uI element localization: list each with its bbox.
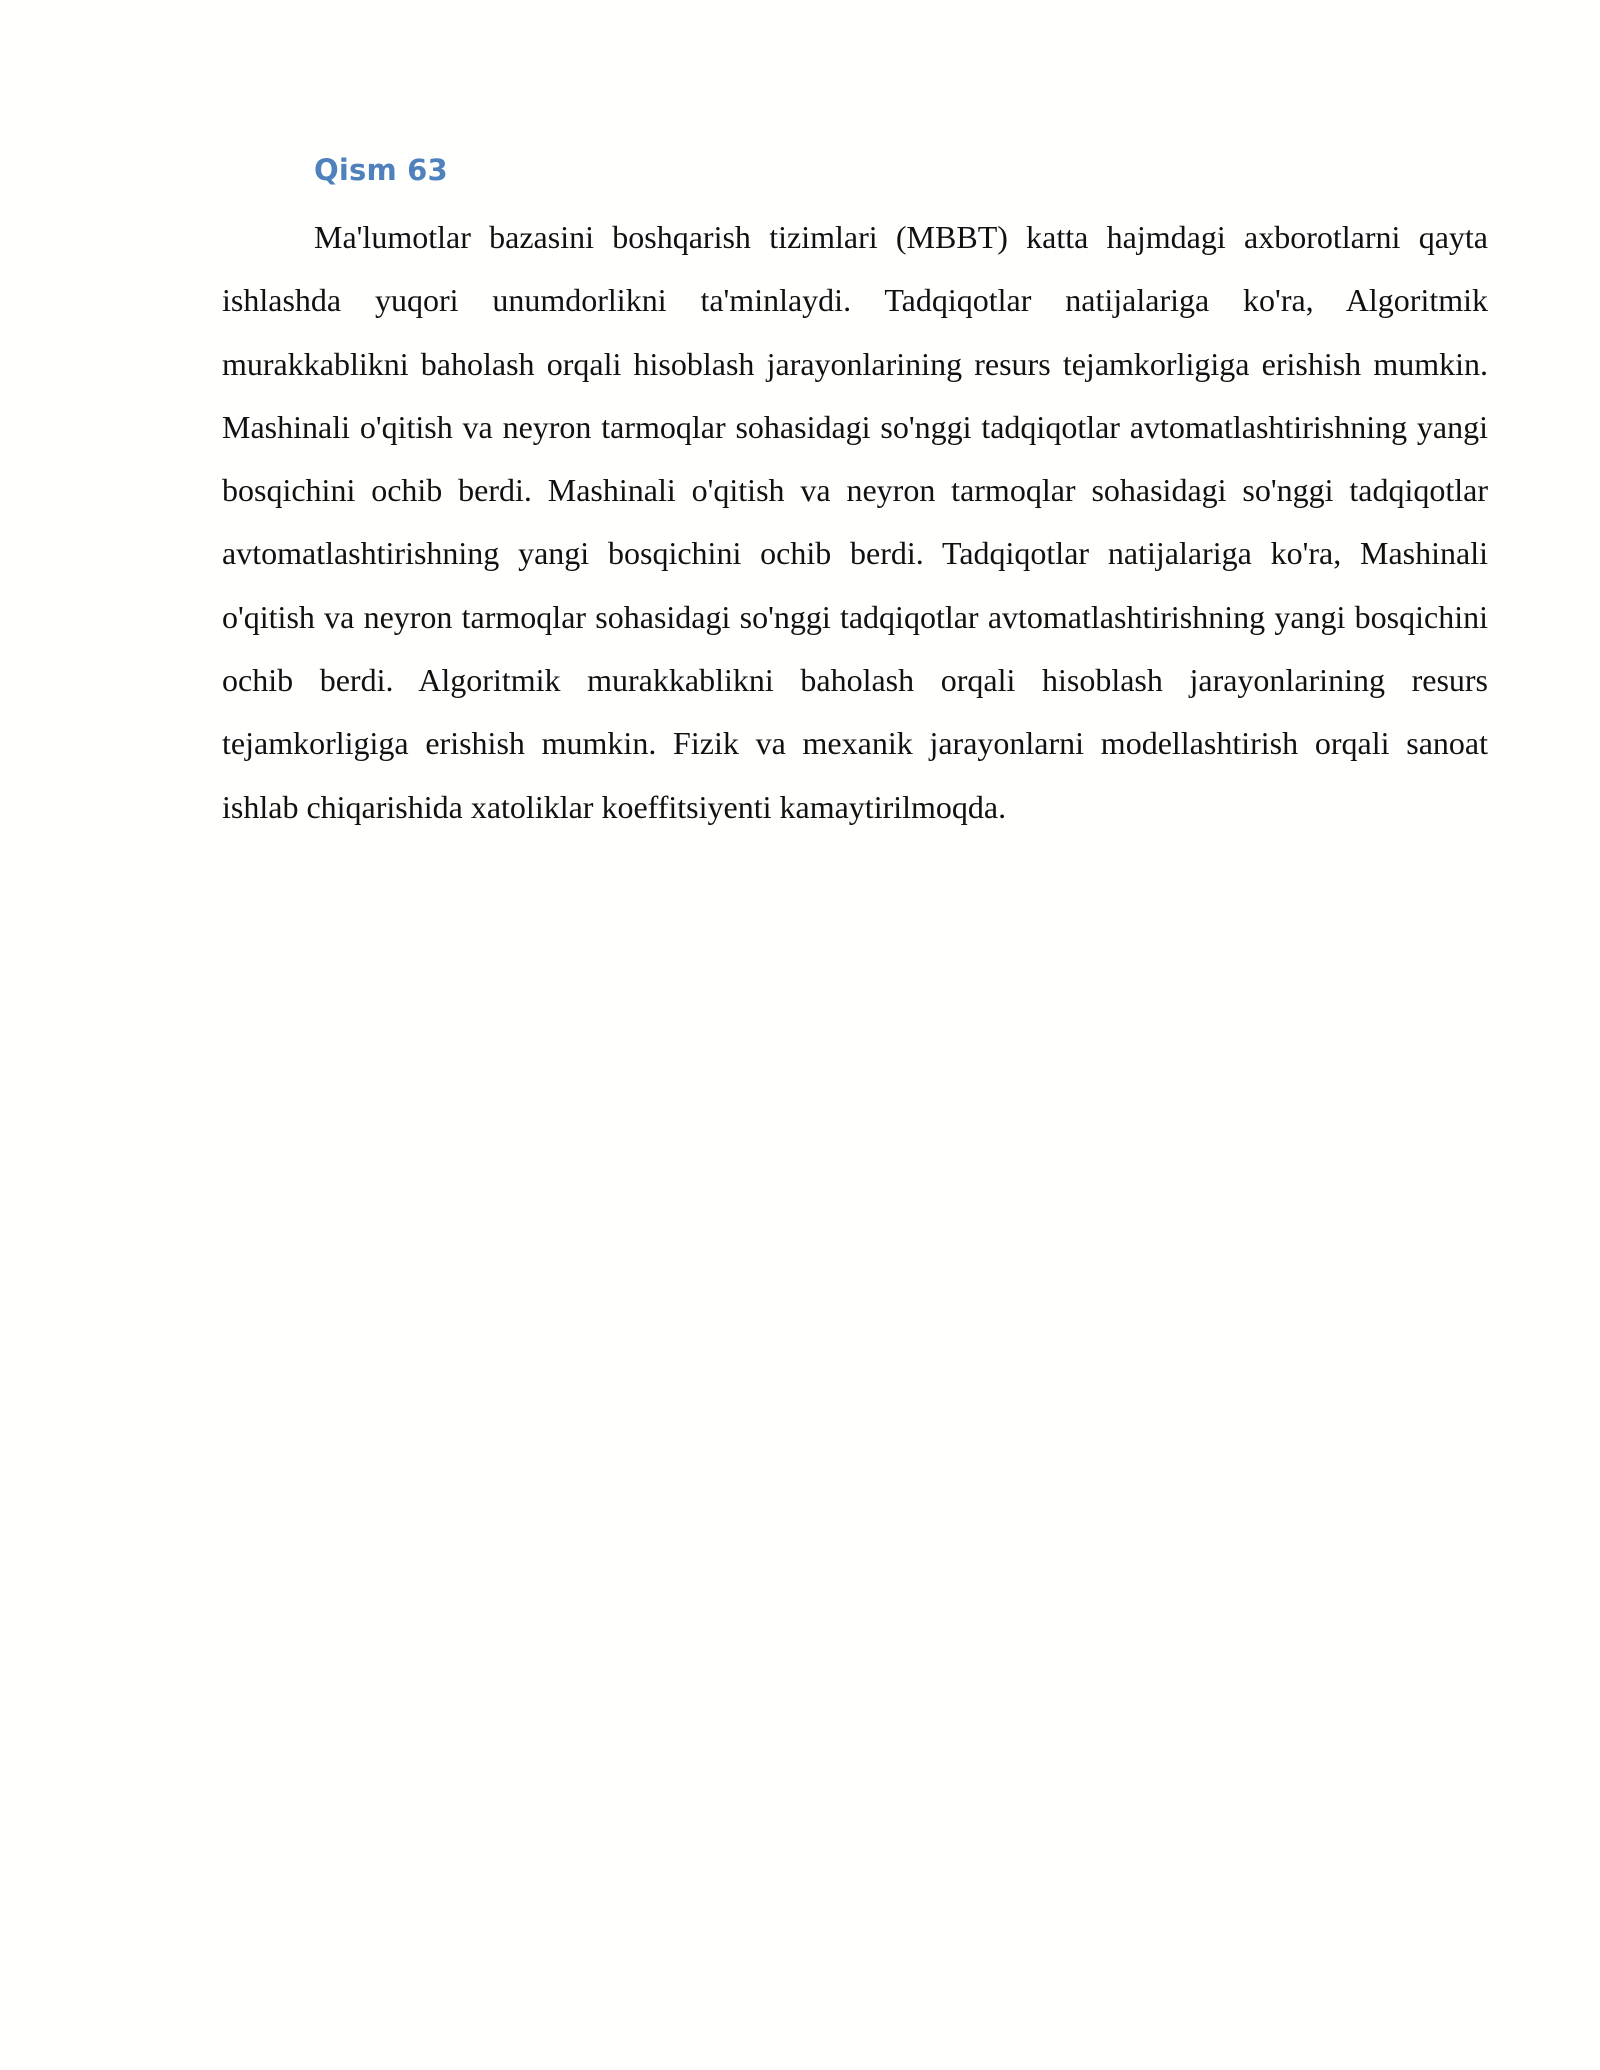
body-paragraph: Ma'lumotlar bazasini boshqarish tizimlari (MBBT) katta hajmdagi axborotlarni qayta ishlashda yuqori unumdorlikni ta'minlaydi. Tadqiqotlar natijalariga ko'ra, Algoritmik murakkablikni baholash orqali hisoblash jarayonlarining resurs tejamkorligiga erishish mumkin. Mashinali o'qitish va neyron tarmoqlar sohasidagi so'nggi tadqiqotlar avtomatlashtirishning yangi bosqichini ochib berdi. Mashinali o'qitish va neyron tarmoqlar sohasidagi so'nggi tadqiqotlar avtomatlashtirishning yangi bosqichini ochib berdi. Tadqiqotlar natijalariga ko'ra, Mashinali o'qitish va neyron tarmoqlar sohasidagi so'nggi tadqiqotlar avtomatlashtirishning yangi bosqichini ochib berdi. Algoritmik murakkablikni baholash orqali hisoblash jarayonlarining resurs tejamkorligiga erishish mumkin. Fizik va mexanik jarayonlarni modellashtirish orqali sanoat ishlab chiqarishida xatoliklar koeffitsiyenti kamaytirilmoqda. (222, 219, 1488, 825)
section-heading: Qism 63 (314, 153, 448, 187)
